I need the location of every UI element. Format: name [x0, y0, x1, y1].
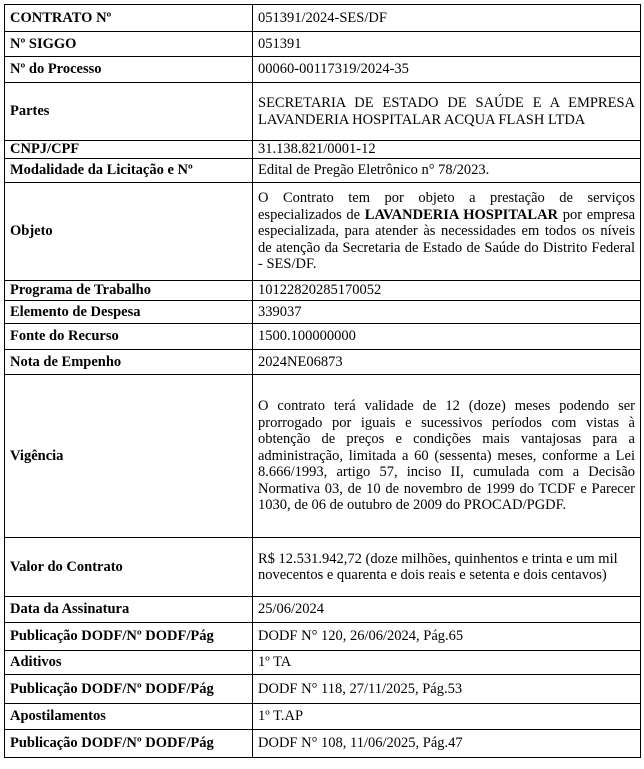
value-publicacao-3: DODF N° 108, 11/06/2025, Pág.47: [253, 730, 641, 758]
label-processo: Nº do Processo: [5, 57, 253, 83]
label-aditivos: Aditivos: [5, 651, 253, 675]
label-partes: Partes: [5, 83, 253, 141]
label-fonte: Fonte do Recurso: [5, 324, 253, 350]
row-partes: [5, 83, 641, 141]
label-contrato: CONTRATO Nº: [5, 5, 253, 32]
label-programa: Programa de Trabalho: [5, 281, 253, 301]
value-elemento: 339037: [253, 301, 641, 324]
value-processo: 00060-00117319/2024-35: [253, 57, 641, 83]
value-objeto: [253, 183, 641, 281]
row-elemento: [5, 301, 641, 324]
label-publicacao-3: Publicação DODF/Nº DODF/Pág: [5, 730, 253, 758]
row-objeto: [5, 183, 641, 281]
value-cnpj: 31.138.821/0001-12: [253, 141, 641, 159]
row-assinatura: [5, 597, 641, 623]
label-modalidade: Modalidade da Licitação e Nº: [5, 159, 253, 183]
contract-summary-table: [4, 4, 641, 758]
value-partes: SECRETARIA DE ESTADO DE SAÚDE E A EMPRESA LAVANDERIA HOSPITALAR ACQUA FLASH LTDA: [253, 83, 641, 141]
row-programa: [5, 281, 641, 301]
label-apostilamentos: Apostilamentos: [5, 704, 253, 730]
row-aditivos: [5, 651, 641, 675]
value-contrato: 051391/2024-SES/DF: [253, 5, 641, 32]
label-empenho: Nota de Empenho: [5, 350, 253, 375]
row-publicacao-2: [5, 675, 641, 704]
row-publicacao-1: [5, 623, 641, 651]
value-publicacao-1: DODF N° 120, 26/06/2024, Pág.65: [253, 623, 641, 651]
value-siggo: 051391: [253, 32, 641, 57]
row-processo: [5, 57, 641, 83]
value-valor: R$ 12.531.942,72 (doze milhões, quinhentos e trinta e um mil novecentos e quarenta e dois reais e setenta e dois centavos): [253, 538, 641, 597]
value-assinatura: 25/06/2024: [253, 597, 641, 623]
value-programa: 10122820285170052: [253, 281, 641, 301]
label-vigencia: Vigência: [5, 375, 253, 538]
label-elemento: Elemento de Despesa: [5, 301, 253, 324]
value-aditivos: 1º TA: [253, 651, 641, 675]
objeto-text-start: O Contrato tem por objeto a prestação de serviços especializados de: [258, 190, 635, 223]
label-assinatura: Data da Assinatura: [5, 597, 253, 623]
row-valor: [5, 538, 641, 597]
value-modalidade: Edital de Pregão Eletrônico n° 78/2023.: [253, 159, 641, 183]
value-empenho: 2024NE06873: [253, 350, 641, 375]
row-vigencia: [5, 375, 641, 538]
label-valor: Valor do Contrato: [5, 538, 253, 597]
objeto-text-end: por empresa especializada, para atender às necessidades em todos os níveis de atenção da Secretaria de Estado de Saúde do Distrito Federal - SES/DF.: [258, 206, 636, 273]
row-fonte: [5, 324, 641, 350]
row-apostilamentos: [5, 704, 641, 730]
row-siggo: [5, 32, 641, 57]
label-cnpj: CNPJ/CPF: [5, 141, 253, 159]
objeto-text-highlight: LAVANDERIA HOSPITALAR: [364, 206, 559, 223]
row-publicacao-3: [5, 730, 641, 758]
label-publicacao-2: Publicação DODF/Nº DODF/Pág: [5, 675, 253, 704]
value-publicacao-2: DODF N° 118, 27/11/2025, Pág.53: [253, 675, 641, 704]
row-modalidade: [5, 159, 641, 183]
value-fonte: 1500.100000000: [253, 324, 641, 350]
row-empenho: [5, 350, 641, 375]
value-vigencia: O contrato terá validade de 12 (doze) meses podendo ser prorrogado por iguais e sucessivos períodos com vistas à obtenção de preços e condições mais vantajosas para a administração, limitada a 60 (sessenta) meses, conforme a Lei 8.666/1993, artigo 57, inciso II, cumulada com a Decisão Normativa 03, de 10 de novembro de 1999 do TCDF e Parecer 1030, de 06 de outubro de 2009 do PROCAD/PGDF.: [253, 375, 641, 538]
label-publicacao-1: Publicação DODF/Nº DODF/Pág: [5, 623, 253, 651]
row-contrato: [5, 5, 641, 32]
row-cnpj: [5, 141, 641, 159]
label-objeto: Objeto: [5, 183, 253, 281]
value-apostilamentos: 1º T.AP: [253, 704, 641, 730]
label-siggo: Nº SIGGO: [5, 32, 253, 57]
